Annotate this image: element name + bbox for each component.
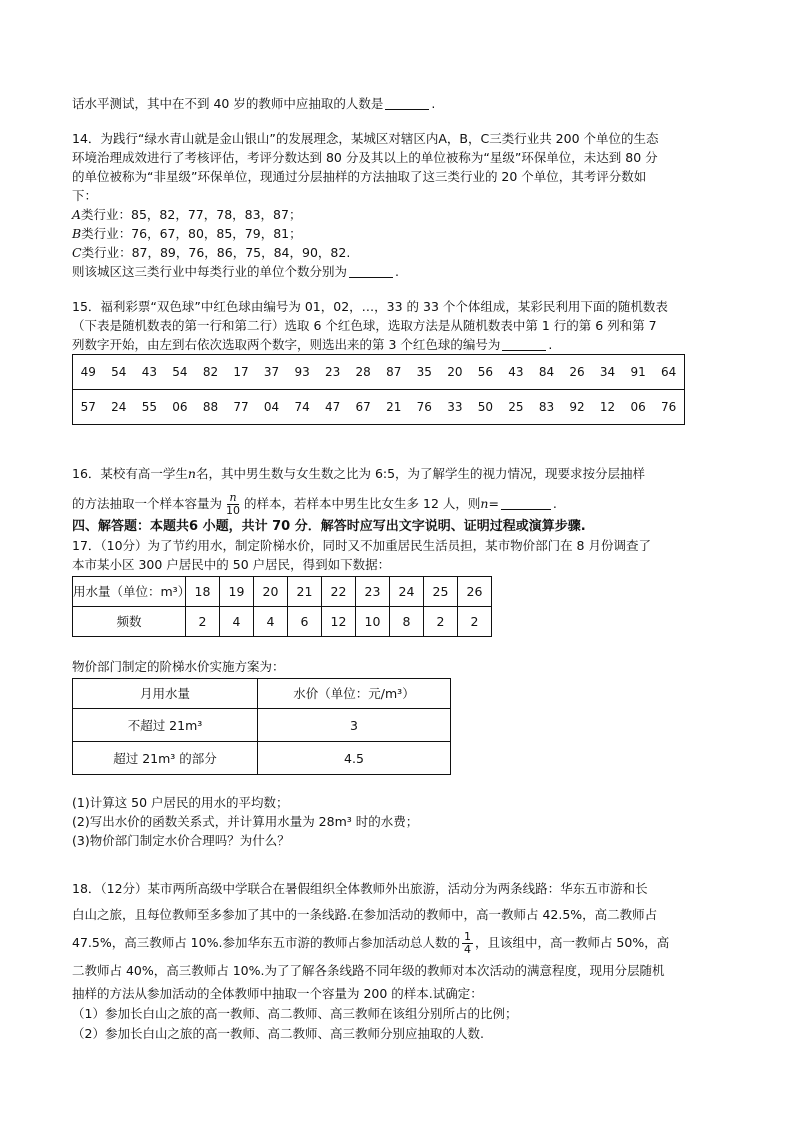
- table-row: [73, 709, 451, 742]
- random-number: 21: [386, 399, 402, 414]
- table-cell: 8: [390, 607, 424, 637]
- table-header: 频数: [73, 607, 186, 637]
- q18-subquestion: （2）参加长白山之旅的高一教师、高二教师、高三教师分别应抽取的人数.: [72, 1026, 484, 1041]
- table-cell: 21: [288, 577, 322, 607]
- q15-line: 列数字开始，由左到右依次选取两个数字，则选出来的第 3 个红色球的编号为 .: [72, 337, 553, 352]
- table-header: 水价（单位：元/m³）: [258, 679, 451, 709]
- random-number: 67: [355, 399, 371, 414]
- random-number: 64: [653, 355, 684, 390]
- random-number: 23: [317, 355, 348, 390]
- random-number: 43: [501, 355, 532, 390]
- table-cell: 22: [322, 577, 356, 607]
- q15-line: 15．福利彩票“双色球”中红色球由编号为 01，02，…，33 的 33 个个体组成，某彩民利用下面的随机数表: [72, 299, 668, 314]
- random-table-row-1: [73, 355, 684, 390]
- table-cell: 2: [458, 607, 492, 637]
- fraction: $\frac{n}{10}$: [226, 491, 241, 517]
- random-table-row-2: [73, 390, 684, 425]
- section-heading: 四、解答题：本题共6 小题，共计 70 分．解答时应写出文字说明、证明过程或演算步骤.: [72, 519, 586, 534]
- table-cell: 4.5: [258, 742, 451, 775]
- random-number-table: [72, 354, 685, 425]
- table-row: [73, 577, 492, 607]
- random-number: 12: [599, 399, 616, 414]
- random-number: 06: [172, 399, 188, 414]
- table-cell: 12: [322, 607, 356, 637]
- table-cell: 6: [288, 607, 322, 637]
- q17-line: 本市某小区 300 户居民中的 50 户居民，得到如下数据：: [72, 557, 391, 572]
- random-number: 93: [287, 355, 318, 390]
- q14-line: 环境治理成效进行了考核评估，考评分数达到 80 分及其以上的单位被称为“星级”环保单位，未达到 80 分: [72, 150, 658, 165]
- random-number: 20: [440, 355, 471, 390]
- q17-subquestion: (3)物价部门制定水价合理吗？为什么？: [72, 833, 290, 848]
- q13-tail: 话水平测试，其中在不到 40 岁的教师中应抽取的人数是 .: [72, 96, 436, 111]
- q14-industry-b: B类行业：76，67，80，85，79，81；: [72, 226, 302, 241]
- table-cell: 24: [390, 577, 424, 607]
- random-number: 54: [165, 355, 196, 390]
- random-number: 76: [416, 399, 432, 414]
- q17-subquestion: (1)计算这 50 户居民的用水的平均数；: [72, 795, 289, 810]
- q18-line: 抽样的方法从参加活动的全体教师中抽取一个容量为 200 的样本.试确定：: [72, 986, 483, 1001]
- fraction: $\frac{1}{4}$: [463, 930, 471, 956]
- random-number: 06: [630, 399, 646, 414]
- table-cell: 2: [186, 607, 220, 637]
- q14-line: 14．为践行“绿水青山就是金山银山”的发展理念，某城区对辖区内A，B，C三类行业共 200 个单位的生态: [72, 131, 659, 146]
- q18-subquestion: （1）参加长白山之旅的高一教师、高二教师、高三教师在该组分别所占的比例；: [72, 1006, 518, 1021]
- answer-blank: [385, 97, 429, 110]
- table-cell: 23: [356, 577, 390, 607]
- q14-industry-a: A类行业：85，82，77，78，83，87；: [72, 207, 302, 222]
- random-number: 74: [294, 399, 310, 414]
- table-cell: 26: [458, 577, 492, 607]
- answer-blank: [349, 265, 393, 278]
- exam-page: [72, 94, 722, 1044]
- table-cell: 4: [254, 607, 288, 637]
- table-cell: 20: [254, 577, 288, 607]
- random-number: 37: [256, 355, 287, 390]
- random-number: 47: [325, 399, 341, 414]
- answer-blank: [501, 497, 551, 510]
- random-number: 84: [531, 355, 562, 390]
- q14-ask: 则该城区这三类行业中每类行业的单位个数分别为 .: [72, 264, 399, 279]
- table-cell: 25: [424, 577, 458, 607]
- random-number: 33: [447, 399, 463, 414]
- table-header: 用水量（单位：m³）: [73, 577, 186, 607]
- table-cell: 3: [258, 709, 451, 742]
- question-17: [72, 536, 722, 850]
- random-number: 54: [104, 355, 135, 390]
- q16-line-2: 的方法抽取一个样本容量为 $\frac{n}{10}$ 的样本，若样本中男生比女生多 12 人，则n= .: [72, 491, 557, 517]
- q18-line: 18．（12分）某市两所高级中学联合在暑假组织全体教师外出旅游，活动分为两条线路：华东五市游和长: [72, 881, 648, 896]
- q14-industry-c: C类行业：87，89，76，86，75，84，90，82.: [72, 245, 351, 260]
- q18-line: 47.5%，高三教师占 10%.参加华东五市游的教师占参加活动总人数的 $\frac{1}{4}$ ，且该组中，高一教师占 50%，高: [72, 930, 670, 956]
- random-number: 28: [348, 355, 379, 390]
- q17-line: 17．（10分）为了节约用水，制定阶梯水价，同时又不加重居民生活员担，某市物价部门在 8 月份调查了: [72, 538, 651, 553]
- random-number: 04: [263, 399, 280, 414]
- table-cell: 19: [220, 577, 254, 607]
- table-cell: 4: [220, 607, 254, 637]
- table-row: [73, 742, 451, 775]
- q18-line: 白山之旅，且每位教师至多参加了其中的一条线路.在参加活动的教师中，高一教师占 42.5%，高二教师占: [72, 907, 658, 922]
- random-number: 24: [111, 399, 127, 414]
- random-number: 87: [378, 355, 409, 390]
- q14-line: 的单位被称为“非星级”环保单位，现通过分层抽样的方法抽取了这三类行业的 20 个单位，其考评分数如: [72, 169, 647, 184]
- random-number: 26: [562, 355, 593, 390]
- random-number: 25: [508, 399, 524, 414]
- random-number: 92: [569, 399, 585, 414]
- table-cell: 10: [356, 607, 390, 637]
- table-cell: 2: [424, 607, 458, 637]
- question-18: [72, 876, 722, 1044]
- water-price-table: [72, 678, 451, 775]
- question-15: [72, 297, 722, 430]
- q17-plan-label: 物价部门制定的阶梯水价实施方案为：: [72, 659, 285, 674]
- random-number: 43: [134, 355, 165, 390]
- table-cell: 18: [186, 577, 220, 607]
- random-number: 77: [233, 399, 249, 414]
- random-number: 83: [538, 399, 555, 414]
- q15-line: （下表是随机数表的第一行和第二行）选取 6 个红色球，选取方法是从随机数表中第 1 行的第 6 列和第 7: [72, 318, 657, 333]
- answer-blank: [502, 338, 546, 351]
- random-number: 91: [623, 355, 654, 390]
- random-number: 82: [195, 355, 226, 390]
- random-number: 56: [470, 355, 501, 390]
- random-number: 55: [141, 399, 157, 414]
- water-usage-table: [72, 576, 492, 637]
- random-number: 35: [409, 355, 440, 390]
- random-number: 17: [226, 355, 257, 390]
- random-number: 57: [80, 399, 96, 414]
- table-row: [73, 679, 451, 709]
- table-row: [73, 607, 492, 637]
- table-cell: 不超过 21m³: [73, 709, 258, 742]
- question-14: [72, 129, 722, 281]
- table-cell: 超过 21m³ 的部分: [73, 742, 258, 775]
- random-number: 49: [73, 355, 104, 390]
- q16-line-1: 16．某校有高一学生n名，其中男生数与女生数之比为 6:5，为了解学生的视力情况，现要求按分层抽样: [72, 466, 646, 481]
- q17-subquestion: (2)写出水价的函数关系式，并计算用水量为 28m³ 时的水费；: [72, 814, 419, 829]
- q14-line: 下：: [72, 188, 98, 203]
- random-number: 50: [477, 399, 494, 414]
- random-number: 88: [202, 399, 219, 414]
- question-16: [72, 464, 722, 517]
- random-number: 76: [661, 399, 677, 414]
- random-number: 34: [592, 355, 623, 390]
- q18-line: 二教师占 40%，高三教师占 10%.为了了解各条线路不同年级的教师对本次活动的满意程度，现用分层随机: [72, 963, 665, 978]
- table-header: 月用水量: [73, 679, 258, 709]
